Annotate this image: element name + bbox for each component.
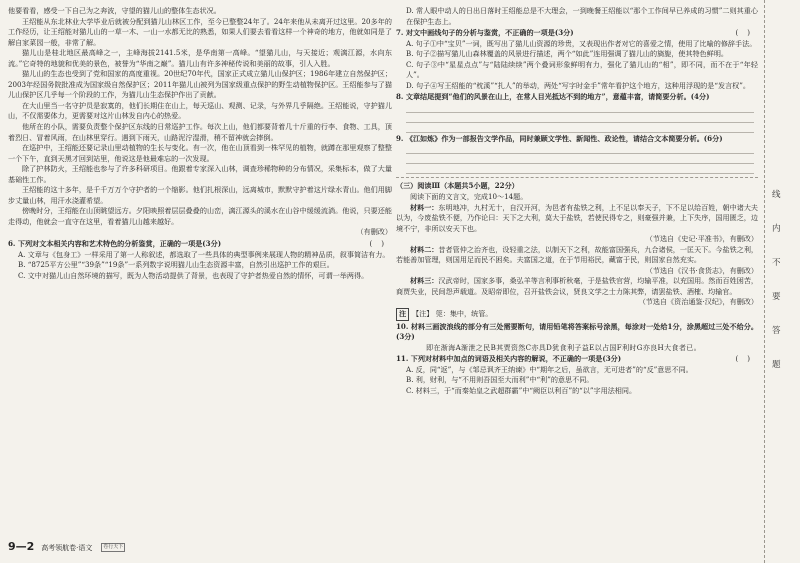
answer-line[interactable] xyxy=(406,113,754,123)
section-divider xyxy=(396,177,758,178)
section-title: （三）阅读Ⅲ（本题共5小题，22分） xyxy=(396,181,519,191)
option-a: A. 句子①中“宝贝”一词，既写出了猫儿山资源的珍贵，又表现出作者对它的喜爱之情，使用了比喻的修辞手法。 xyxy=(406,38,757,48)
option-a: A. 反，同“返”，与《邹忌讽齐王纳谏》中“期年之后，虽欲言，无可进者”的“反”意思不同。 xyxy=(406,364,693,374)
answer-line[interactable] xyxy=(406,123,754,133)
material-text: 东明地冲，九村无十，自汉开河，为邑者有盐铁之利，上不足以奉天子，下不足以给百姓，朝中诸大夫以为，今废盐铁不便，乃作论曰：天下之大利，莫大于盐铁，若使民得专之，则豪强并兼，上下失序，国用匮乏，边境不宁，非所以安天下也。 xyxy=(396,202,758,233)
binding-char: 题 xyxy=(772,360,781,370)
footnote xyxy=(396,308,758,321)
paragraph: 在大山里当一名守护员是寂寞的，他们长期住在山上，每天巡山、观测、记录，与外界几乎隔绝。王绍能说，守护猫儿山，不仅需要体力，更需要对这片山林发自内心的热爱。 xyxy=(8,100,392,121)
answer-line[interactable] xyxy=(406,164,754,174)
option-b: B. 利，财利，与“不用则吾国至大而利”中“利”的意思不同。 xyxy=(406,375,594,385)
material-source: （节选自《汉书·食货志》，有删改） xyxy=(645,265,758,275)
question-8 xyxy=(396,92,758,133)
answer-blank[interactable]: ( ) xyxy=(735,354,750,364)
binding-strip xyxy=(764,0,789,563)
answer-line[interactable] xyxy=(406,103,754,113)
question-stem: 11. 下列对材料中加点的词语及相关内容的解说，不正确的一项是(3分) xyxy=(396,354,622,364)
option-b: B. “8725平方公里”“39条”“19条”一系列数字说明猫儿山生态资源丰富，自然引出巡护工作的艰巨。 xyxy=(18,260,334,270)
answer-line[interactable] xyxy=(406,154,754,164)
question-stem: 9. 《江如炼》作为一部报告文学作品，同时兼顾文学性、新闻性、政论性，请结合文本简要分析。(6分) xyxy=(396,133,723,143)
page-footer xyxy=(8,540,388,556)
paragraph: 王绍能的这十多年，是千千万万个守护者的一个缩影。他们扎根深山，远离城市，默默守护着这片绿水青山。他们用脚步丈量山林，用汗水浇灌希望。 xyxy=(8,185,392,205)
paragraph: 王绍能从东北林业大学毕业后就被分配到猫儿山林区工作，至今已整整24年了。24年来他从未离开过这里。20多年的工作经历，让王绍能对猫儿山的一草一木、一山一水都无比的熟悉，如果人们要去看看这样一个神奇的地方，他就如同是了解自家菜园一般，非常了解。 xyxy=(8,16,392,47)
paragraph: 猫儿山是桂北地区最高峰之一，主峰海拔2141.5米，是华南第一高峰。“望猫儿山，与天接近；观漓江源，水向东流。”它奇特的地貌和优美的景色，被誉为“华南之巅”。猫儿山有许多神秘传说和美丽的故事，引人入胜。 xyxy=(8,48,392,68)
binding-char: 答 xyxy=(772,326,781,336)
source-note: （有删改） xyxy=(356,227,392,237)
section-intro: 阅读下面的文言文，完成10～14题。 xyxy=(410,192,528,202)
page-number: 9—2 xyxy=(8,540,35,553)
material-source: （节选自《史记·平准书》，有删改） xyxy=(645,234,758,244)
footnote-text: 【注】 筦：集中，统管。 xyxy=(412,309,493,319)
right-column xyxy=(396,6,758,556)
left-column xyxy=(8,6,392,531)
option-c: C. 材料三，于“而秦始皇之武超群霸”中“阙臣以利百”的“以”字用法相同。 xyxy=(406,385,637,395)
paragraph: 在巡护中，王绍能还要记录山里动植物的生长与变化。有一次，他在山顶看到一株罕见的植物，就蹲在那里观察了整整一个下午，直到天黑才回到站里，他说这是他最难忘的一次发现。 xyxy=(8,143,392,163)
material-2 xyxy=(396,245,758,266)
paragraph: 他要看看，感受一下自己为之奔波，守望的猫儿山的整体生态状况。 xyxy=(8,6,221,15)
footer-brand: 高考领航卷·语文 xyxy=(41,544,93,552)
paragraph: 傍晚时分，王绍能在山顶眺望远方。夕阳映照着层层叠叠的山峦，漓江源头的溪水在山谷中缓缓流淌。他说，只要还能走得动，他就会一直守在这里，看着猫儿山越来越好。 xyxy=(8,206,392,226)
option-a: A. 文章与《包身工》一样采用了第一人称叙述，都选取了一些具体的典型事例来展现人物的精神品质，叙事简洁有力。 xyxy=(18,249,390,259)
material-1 xyxy=(396,203,758,235)
binding-char: 不 xyxy=(772,258,781,268)
question-stem: 7. 对文中画线句子的分析与鉴赏，不正确的一项是(3分) xyxy=(396,28,574,38)
answer-blank[interactable]: ( ) xyxy=(735,28,750,38)
option-c: C. 句子③中“星星点点”与“陆陆续续”两个叠词形象鲜明有力，强化了猫儿山的“相”，即不同，而不在于“年轻人”。 xyxy=(406,59,758,80)
question-stem: 10. 材料三画波浪线的部分有三处需要断句，请用铅笔将答案标号涂黑，每涂对一处给1分，涂黑超过三处不给分。(3分) xyxy=(396,321,758,342)
answer-blank[interactable]: ( ) xyxy=(369,239,384,249)
binding-char: 要 xyxy=(772,292,781,302)
question-11 xyxy=(396,354,758,396)
question-6 xyxy=(8,239,392,281)
material-3 xyxy=(396,276,758,297)
answer-line[interactable] xyxy=(406,144,754,154)
paragraph: 猫儿山的生态也受到了党和国家的高度重视。20世纪70年代，国家正式成立猫儿山保护区；1986年建立自然保护区；2003年经国务院批准成为国家级自然保护区；2011年猫儿山被列为国家级重点保护的野生动植物保护区。王绍能参与了猫儿山保护区几乎每一个阶段的工作，为猫儿山生态保护作出了贡献。 xyxy=(8,69,392,100)
material-label: 材料三： xyxy=(410,276,439,286)
option-d: D. 句子④写王绍能的“枕溪”“扎人”的举动，两处“写字时金手”常年看护这个地方，这种用浮现的是“发言权”。 xyxy=(406,80,750,90)
material-text: 昔者管仲之治齐也，设轻重之法，以制天下之利，故能富国强兵，九合诸侯，一匡天下。今盐铁之利，若能善加管理，则国用足而民不困矣。夫富国之道，在于节用裕民，藏富于民，则国家自然充实。 xyxy=(396,244,758,265)
paragraph: 除了护林防火，王绍能也参与了许多科研项目。他跟着专家深入山林，调查珍稀物种的分布情况，采集标本，做了大量基础性工作。 xyxy=(8,164,392,184)
option-c: C. 文中对猫儿山自然环境的描写，既为人物活动提供了背景，也表现了守护者热爱自然的情怀，可谓一举两得。 xyxy=(18,270,369,280)
material-text: 汉武帝时，国家多事，桑弘羊等言利事析秋毫，于是盐铁官营，均输平准，以充国用。然而百姓困苦，商贾失业，民间怨声载道。及昭帝即位，召开盐铁会议，贤良文学之士力陈其弊，请罢盐铁、酒榷、均输官。 xyxy=(396,276,758,296)
option-d: D. 常人眼中动人的日出日落时王绍能总是不大理会，一到晚餐王绍能以“那个工作间早已养成的习惯”二则其重心在保护生态上。 xyxy=(406,6,758,26)
question-9 xyxy=(396,134,758,175)
punctuation-segment[interactable]: 即在渐海A渐泄之民B其贾资然C亦具D犹食利子益E以占国F利时G亦良H大食者已。 xyxy=(426,342,702,352)
binding-char: 线 xyxy=(772,190,781,200)
question-stem: 8. 文章结尾提到“他们的风景在山上，在常人目光抵达不到的地方”，意蕴丰富，请简要分析。(4分) xyxy=(396,92,710,102)
question-10 xyxy=(396,322,758,354)
option-b: B. 句子②描写猫儿山森林覆盖的风景进行描述，两个“如此”连用强调了猫儿山的旖旎，使其特色鲜明。 xyxy=(406,49,729,59)
paragraph: 他所在的小队，需要负责整个保护区东线的日常巡护工作。每次上山，他们都要背着几十斤重的行李、食物、工具，顶着烈日、冒着风雨，在山林里穿行。遇到下雨天，山路泥泞湿滑，稍不留神就会摔倒。 xyxy=(8,122,392,142)
question-7 xyxy=(396,28,758,91)
binding-char: 内 xyxy=(772,224,781,234)
note-icon: 注 xyxy=(396,308,409,321)
material-label: 材料二： xyxy=(410,244,439,254)
publisher-logo: 卷行天下 xyxy=(103,544,124,550)
question-stem: 6. 下列对文本相关内容和艺术特色的分析鉴赏，正确的一项是(3分) xyxy=(8,239,222,249)
material-label: 材料一： xyxy=(410,202,439,212)
material-source: （节选自《资治通鉴·汉纪》，有删改） xyxy=(638,297,758,307)
